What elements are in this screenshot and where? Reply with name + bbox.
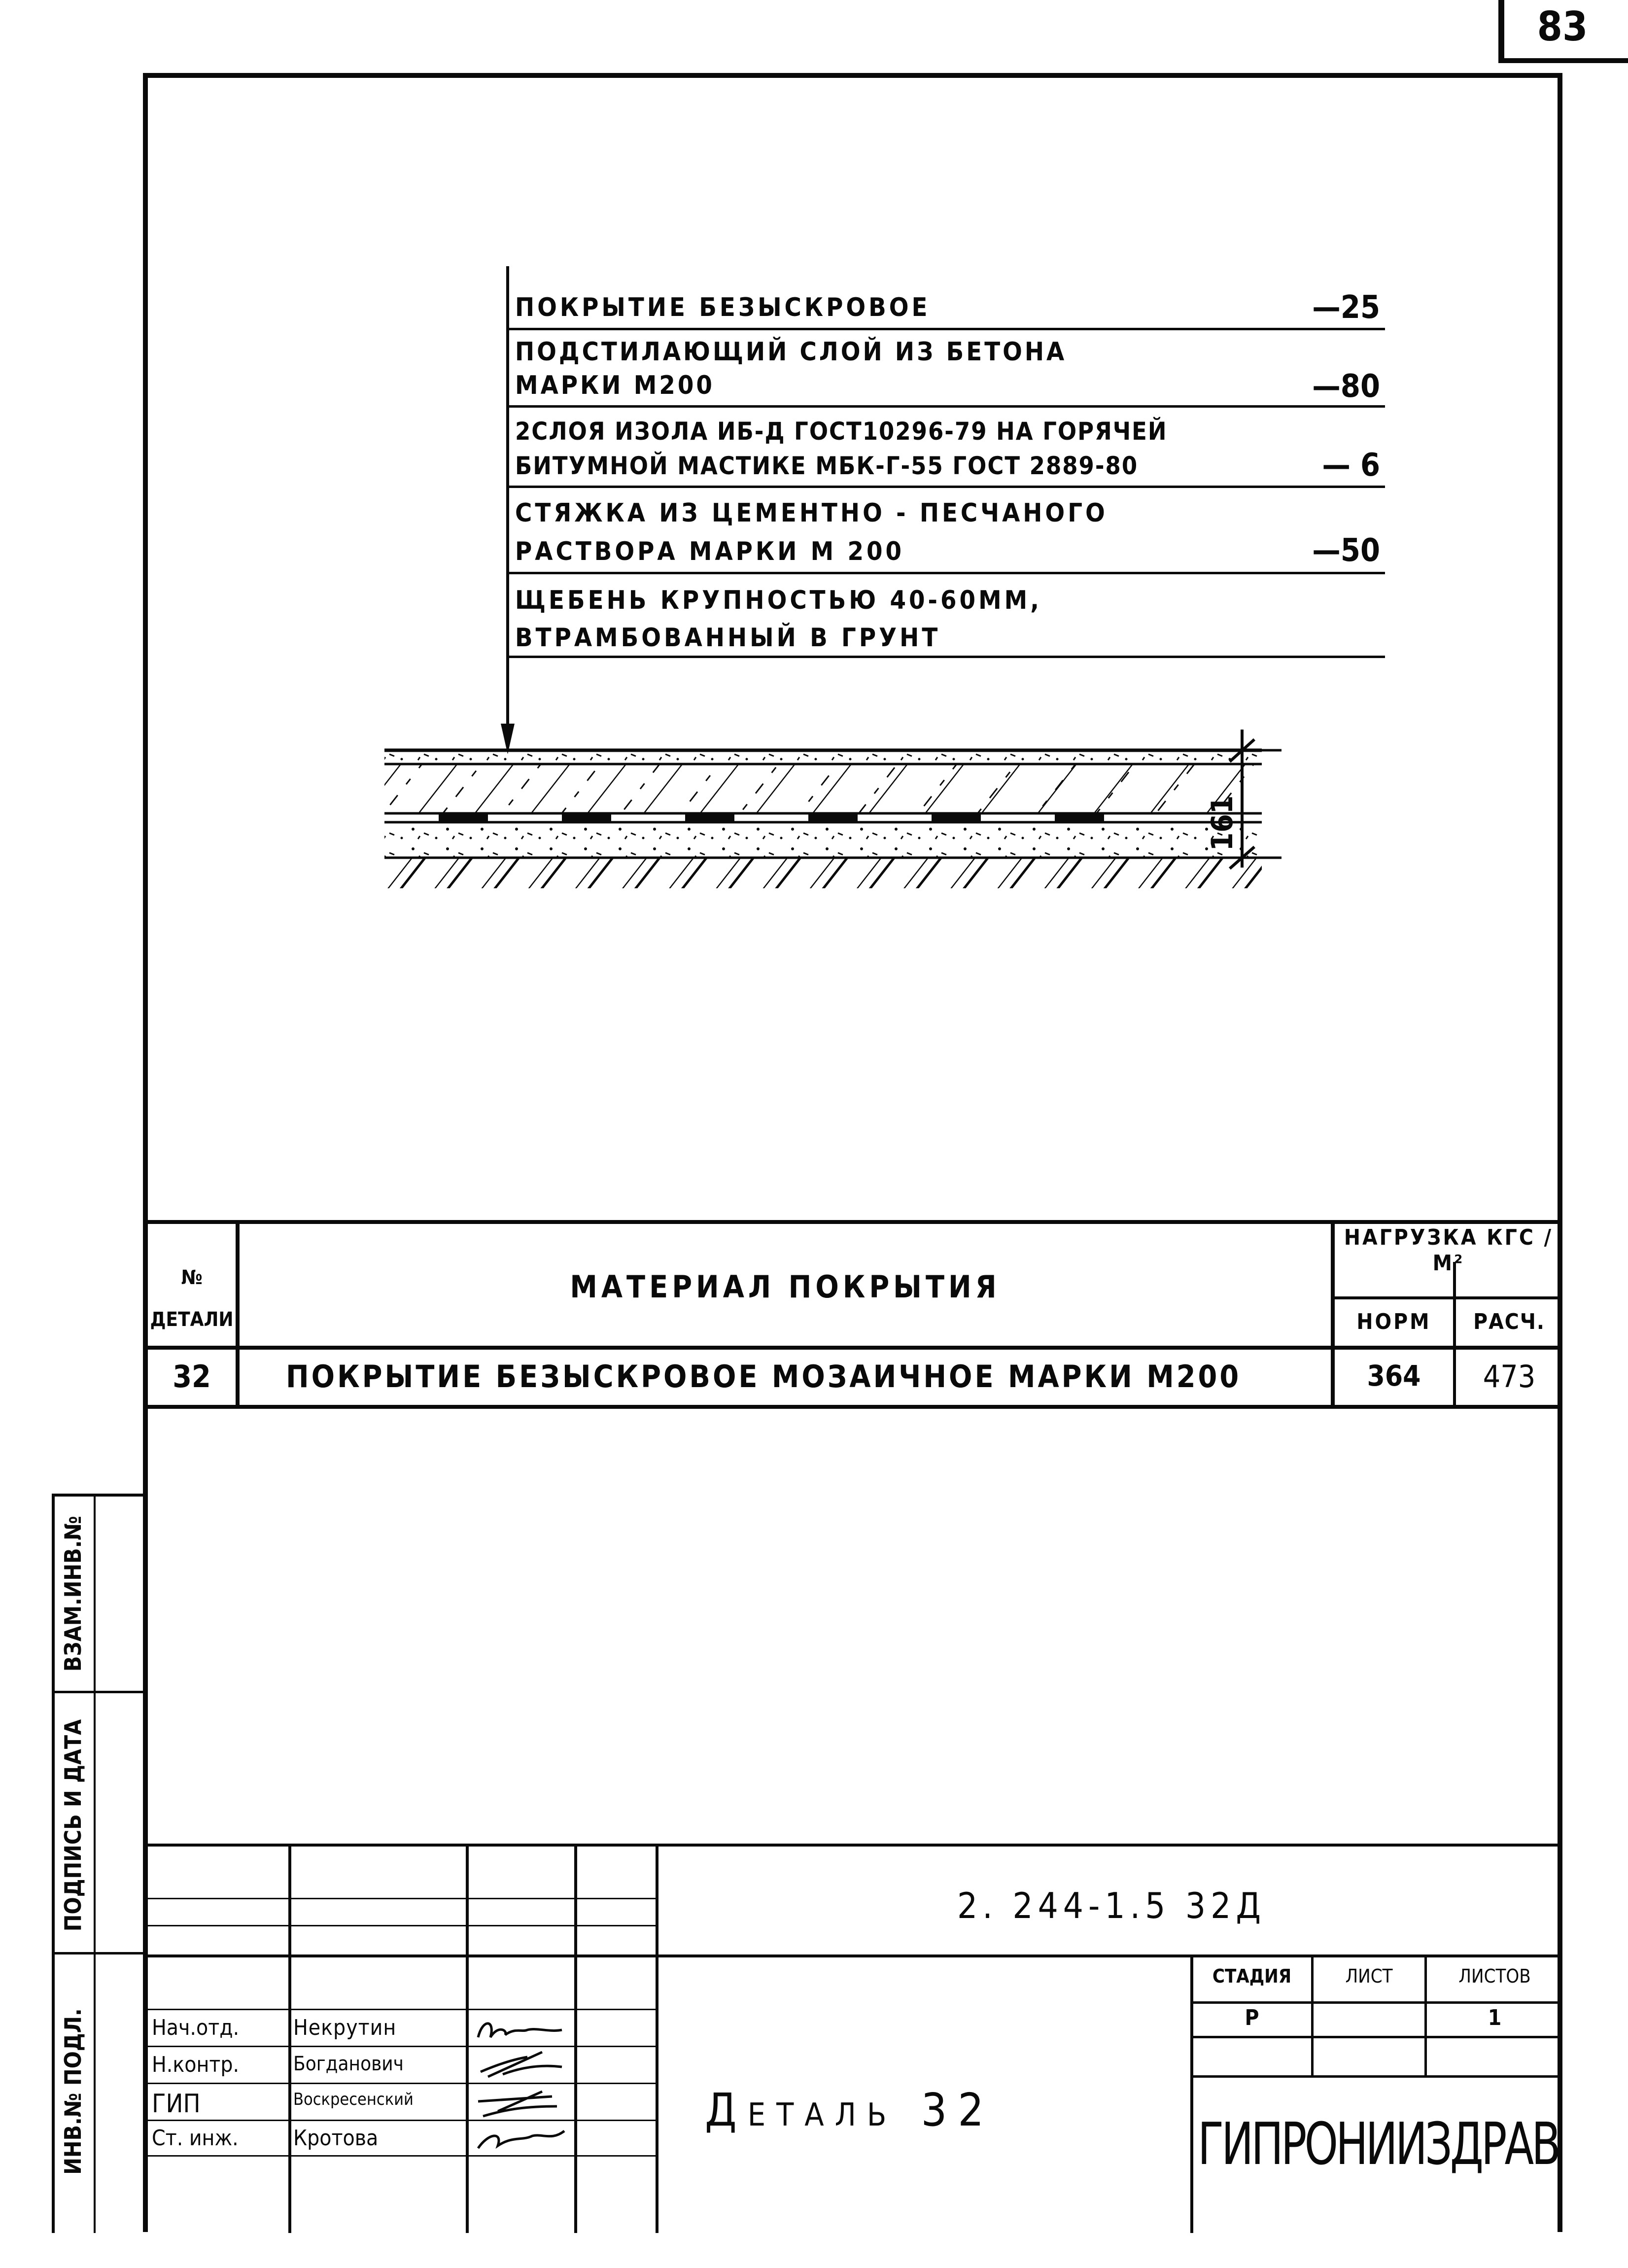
row-material: ПОКРЫТИЕ БЕЗЫСКРОВОЕ МОЗАИЧНОЕ МАРКИ М200: [286, 1359, 1242, 1395]
sheets-label: ЛИСТОВ: [1458, 1965, 1531, 1987]
layer-4-name: СТЯЖКА ИЗ ЦЕМЕНТНО - ПЕСЧАНОГО РАСТВОРА МАРКИ М 200: [515, 498, 1108, 566]
row-calc: 473: [1483, 1359, 1536, 1395]
total-thickness-label: 161: [1205, 795, 1240, 851]
role-chief-engineer: ГИП: [152, 2089, 201, 2119]
drawing-title: Деталь 32: [705, 2084, 995, 2136]
document-code: 2. 244-1.5 32Д: [957, 1885, 1266, 1926]
name-norm-control: Богданович: [293, 2053, 404, 2075]
row-num: 32: [173, 1359, 211, 1395]
name-chief-engineer: Воскресенский: [293, 2090, 414, 2109]
layer-1-name: ПОКРЫТИЕ БЕЗЫСКРОВОЕ: [515, 293, 931, 322]
role-norm-control: Н.контр.: [152, 2052, 240, 2077]
leader-line: [506, 266, 509, 739]
layer-2-thickness: —80: [1312, 368, 1380, 405]
col-norm-header: НОРМ: [1356, 1309, 1431, 1334]
row-norm: 364: [1367, 1359, 1421, 1393]
layer-3-thickness: — 6: [1322, 447, 1380, 484]
organization-name: ГИПРОНИИЗДРАВ: [1198, 2110, 1559, 2178]
col-num-header: № ДЕТАЛИ: [150, 1266, 234, 1331]
role-senior-engineer: Ст. инж.: [152, 2126, 239, 2151]
side-stamp-replace: ВЗАМ.ИНВ.№: [60, 1515, 86, 1672]
name-head-of-dept: Некрутин: [293, 2015, 397, 2040]
name-senior-engineer: Кротова: [293, 2126, 379, 2151]
layer-1-thickness: —25: [1312, 289, 1380, 326]
page-number: 83: [1537, 3, 1588, 50]
stage-label: СТАДИЯ: [1212, 1965, 1292, 1987]
side-stamp-original: ИНВ.№ ПОДЛ.: [60, 2008, 86, 2175]
floor-section-drawing: [375, 725, 1282, 912]
col-material-header: МАТЕРИАЛ ПОКРЫТИЯ: [570, 1269, 1001, 1305]
dimension-line: [1183, 720, 1301, 877]
layer-3-name: 2СЛОЯ ИЗОЛА ИБ-Д ГОСТ10296-79 НА ГОРЯЧЕЙ БИТУМНОЙ МАСТИКЕ МБК-Г-55 ГОСТ 2889-80: [515, 417, 1168, 480]
col-load-header: НАГРУЗКА КГС / М²: [1344, 1225, 1554, 1276]
layer-2-name: ПОДСТИЛАЮЩИЙ СЛОЙ ИЗ БЕТОНА МАРКИ М200: [515, 337, 1067, 400]
sheet-label: ЛИСТ: [1345, 1965, 1393, 1987]
layer-4-thickness: —50: [1312, 532, 1380, 569]
sheets-value: 1: [1488, 2005, 1502, 2030]
stage-value: Р: [1245, 2005, 1259, 2030]
side-stamp-signature: ПОДПИСЬ И ДАТА: [60, 1719, 86, 1932]
col-calc-header: РАСЧ.: [1473, 1309, 1545, 1334]
role-head-of-dept: Нач.отд.: [152, 2015, 240, 2040]
layer-5-name: ЩЕБЕНЬ КРУПНОСТЬЮ 40-60ММ, ВТРАМБОВАННЫЙ В ГРУНТ: [515, 586, 1042, 653]
signatures: [468, 2010, 574, 2156]
